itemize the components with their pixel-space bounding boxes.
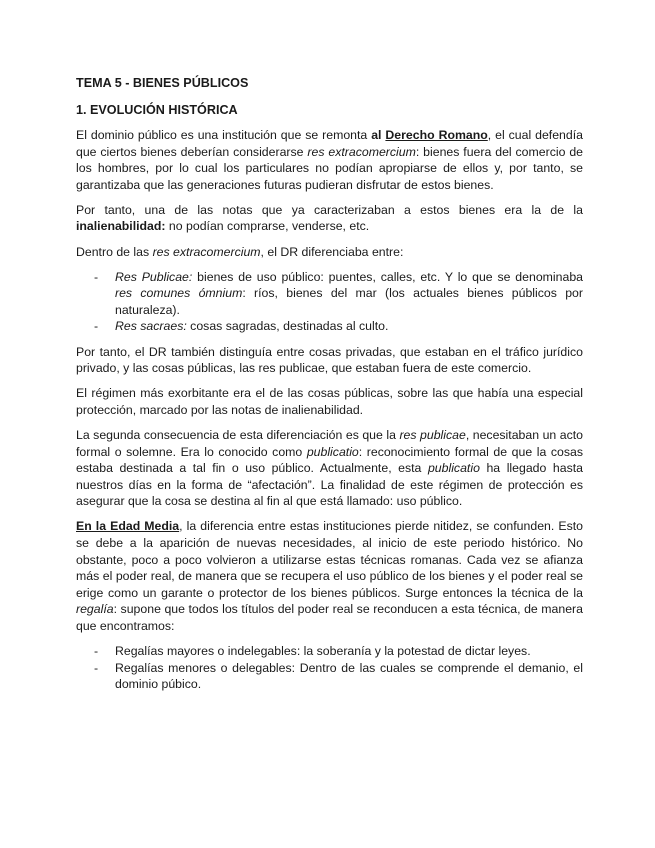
inalienabilidad-emphasis: inalienabilidad: (76, 219, 166, 234)
list-item: - Res sacraes: cosas sagradas, destinadas al culto. (76, 318, 583, 335)
paragraph-inalienability: Por tanto, una de las notas que ya caracterizaban a estos bienes era la de la inalienabilidad: no podían comprarse, venderse, etc. (76, 202, 583, 234)
list-item: - Regalías menores o delegables: Dentro de las cuales se comprende el demanio, el dominio púbico. (76, 660, 583, 693)
paragraph-publicatio: La segunda consecuencia de esta diferenciación es que la res publicae, necesitaban un acto formal o solemne. Era lo conocido como publicatio: reconocimiento formal de que la cosas estaba destinada a tal fin o uso público. Actualmente, esta publicatio ha llegado hasta nuestros días en la forma de “afectación”. La finalidad de este régimen de protección es asegurar que la cosa se destina al fin al que está llamado: uso público. (76, 427, 583, 509)
list-item: - Regalías mayores o indelegables: la soberanía y la potestad de dictar leyes. (76, 643, 583, 660)
edad-media-emphasis: En la Edad Media (76, 519, 180, 534)
regalias-list (76, 643, 583, 693)
paragraph-roman-origin: El dominio público es una institución que se remonta al Derecho Romano, el cual defendía que ciertos bienes deberían considerarse res extracomercium: bienes fuera del comercio de los hombres, por lo cual los particulares no podían apropiarse de ellos y, por tanto, se garantizaba que las generaciones futuras pudieran disfrutar de estos bienes. (76, 128, 583, 192)
derecho-romano-emphasis: Derecho Romano (385, 128, 488, 142)
document-title: TEMA 5 - BIENES PÚBLICOS (76, 76, 249, 90)
paragraph-private-public: Por tanto, el DR también distinguía entre cosas privadas, que estaban en el tráfico jurídico privado, y las cosas públicas, las res publicae, que estaban fuera de este comercio. (76, 344, 583, 376)
paragraph-exorbitant-regime: El régimen más exorbitante era el de las cosas públicas, sobre las que había una especial protección, marcado por las notas de inalienabilidad. (76, 386, 583, 417)
section-heading: 1. EVOLUCIÓN HISTÓRICA (76, 103, 238, 117)
list-item: - Res Publicae: bienes de uso público: puentes, calles, etc. Y lo que se denominaba res comunes ómnium: ríos, bienes del mar (los actuales bienes públicos por naturaleza). (76, 269, 583, 319)
paragraph-middle-ages: En la Edad Media, la diferencia entre estas instituciones pierde nitidez, se confunden. Esto se debe a la aparición de nuevas necesidades, al inicio de este periodo histórico. No obstante, poco a poco volvieron a utilizarse estas técnicas romanas. Cada vez se afianza más el poder real, de manera que se recupera el uso público de los bienes y el poder real se erige como un garante o protector de los bienes públicos. Surge entonces la técnica de la regalía: supone que todos los títulos del poder real se reconducen a esta técnica, de manera que encontramos: (76, 519, 583, 633)
res-types-list (76, 269, 583, 335)
paragraph-dr-distinction: Dentro de las res extracomercium, el DR diferenciaba entre: (76, 244, 404, 259)
